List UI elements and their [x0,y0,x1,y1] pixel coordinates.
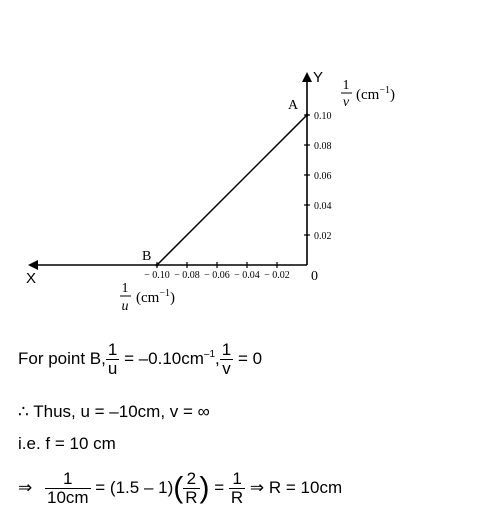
y-tick-label: 0.02 [314,231,332,242]
x-tick-label: − 0.06 [204,270,230,281]
y-tick-label: 0.10 [314,111,332,122]
data-point [306,114,309,117]
x-axis-arrow-icon [28,260,38,270]
solution-line-1: For point B, $\frac{1}{u}$ = $-0.10cm^{-1}$, $\frac{1}{v}$ = 0 [18,340,263,378]
y-ticks [304,111,332,242]
solution-line-2: ∴ Thus, u = –10cm, v = ∞ [18,402,210,421]
y-axis-label [341,78,395,110]
y-axis-name: Y [313,69,324,86]
y-axis-arrow-icon [302,72,312,82]
x-label-num: 1 [121,281,129,296]
fraction-2-over-r: $\frac{2}{R}$ [185,469,198,507]
x-tick-label: − 0.10 [144,270,170,281]
implies-icon: ⇒ [18,477,33,497]
y-tick-label: 0.04 [314,201,332,212]
y-label-den: v [342,95,350,110]
solution-line-3: i.e. f = 10 cm [18,434,116,453]
line1-value: = –0.10cm [119,348,204,368]
x-tick-label: − 0.08 [174,270,200,281]
line1-exponent: –1 [203,349,216,361]
x-label-unit: $(cm^{-1})$ [136,288,175,306]
x-axis-label [120,281,175,314]
y-label-unit: $(cm^{-1})$ [356,85,395,103]
line1-end: = 0 [233,348,263,368]
line4-result: ⇒ R = 10cm [245,477,343,497]
x-tick-label: − 0.04 [234,270,260,281]
line-ab [157,115,307,265]
solution-line-4: ⇒ $\frac{1}{10cm}$ = (1.5 – 1)( $\frac{2}{R}$ ) = $\frac{1}{R}$ ⇒ R = 10cm [18,469,343,507]
line1-prefix: For point B, [18,348,106,368]
origin-label: 0 [311,269,318,284]
y-label-num: 1 [342,78,350,93]
fraction-1-over-u: $\frac{1}{u}$ [107,340,118,378]
line4-lens-factor: = (1.5 – 1) [90,477,174,497]
point-b-label: B [142,249,152,264]
y-tick-label: 0.06 [314,171,332,182]
fraction-1-over-r: $\frac{1}{R}$ [230,469,244,507]
fraction-1-over-10cm: $\frac{1}{10cm}$ [46,469,89,507]
fraction-1-over-v: $\frac{1}{v}$ [221,340,232,378]
y-tick-label: 0.08 [314,141,332,152]
series [156,114,309,267]
data-point [156,264,159,267]
x-label-den: u [121,299,129,314]
x-axis-name: X [26,270,37,287]
x-tick-label: − 0.02 [264,270,290,281]
point-a-label: A [288,98,299,113]
